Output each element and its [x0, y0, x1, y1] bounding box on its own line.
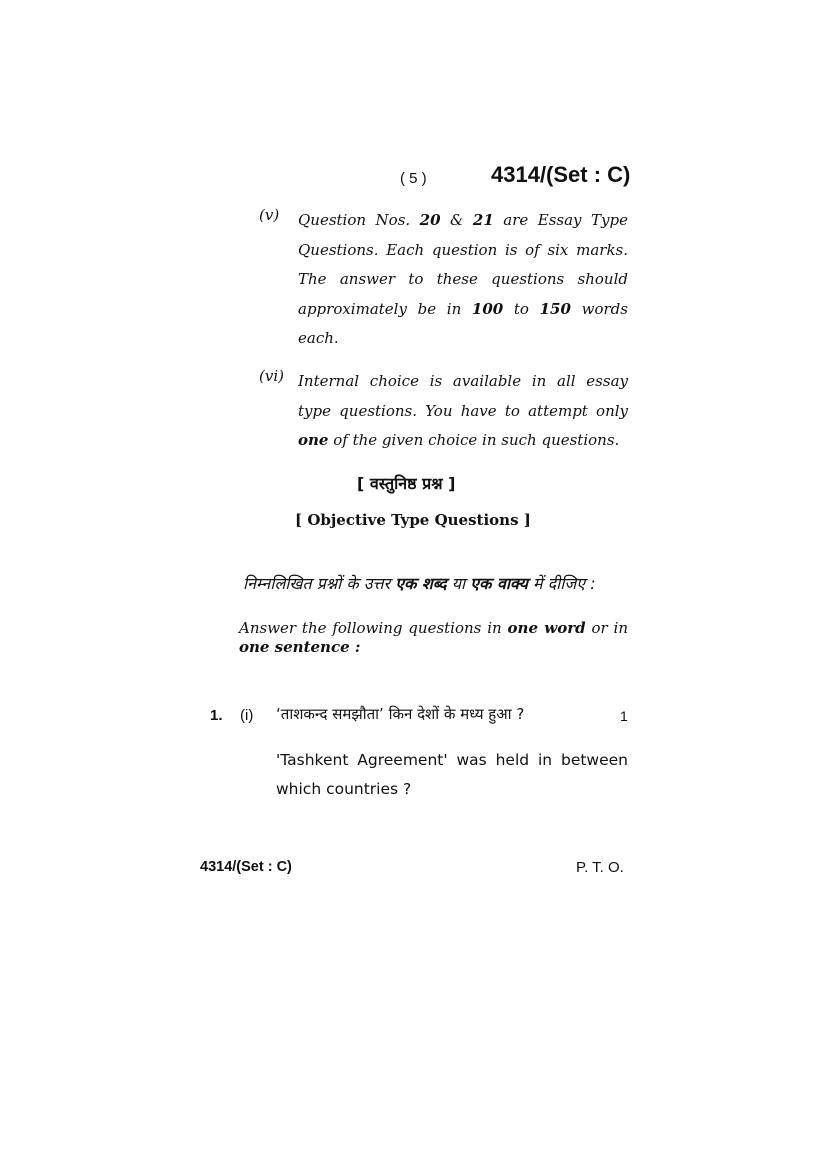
- emphasis: one word: [507, 619, 586, 637]
- question-number: 1.: [210, 707, 223, 724]
- text: या: [451, 574, 466, 593]
- directions-hindi: [243, 572, 596, 594]
- instruction-vi: [298, 367, 628, 456]
- question-number: 21: [472, 211, 494, 229]
- instruction-vi-line: Internal choice is available in all essay: [298, 372, 628, 390]
- instruction-vi-marker: (vi): [259, 367, 284, 385]
- question-marks: 1: [620, 708, 628, 724]
- section-title-hindi: [ वस्तुनिष्ठ प्रश्न ]: [357, 474, 456, 493]
- instruction-v-marker: (v): [259, 206, 280, 224]
- text: words: [581, 299, 628, 318]
- word-limit-min: 100: [471, 299, 504, 318]
- footer-pto: P. T. O.: [576, 859, 624, 876]
- emphasis: one sentence :: [239, 638, 361, 656]
- question-part: (i): [240, 707, 254, 724]
- question-number: 20: [419, 211, 441, 229]
- paper-code-header: 4314/(Set : C): [491, 162, 631, 187]
- text: of the given choice in such questions.: [333, 431, 620, 450]
- footer-paper-code: 4314/(Set : C): [200, 859, 292, 875]
- text: to: [513, 299, 529, 318]
- question-text-english-line: which countries ?: [276, 780, 412, 798]
- instruction-vi-line: type questions. You have to attempt only: [298, 401, 628, 420]
- word-limit-max: 150: [539, 299, 571, 318]
- instruction-v-line: [298, 295, 628, 325]
- text: are Essay Type: [503, 211, 628, 229]
- page-number: ( 5 ): [400, 170, 427, 187]
- section-title-english: [ Objective Type Questions ]: [295, 511, 531, 529]
- text: Question Nos.: [298, 211, 411, 229]
- question-text-hindi: ‘ताशकन्द समझौता’ किन देशों के मध्य हुआ ?: [276, 705, 525, 723]
- text: निम्नलिखित प्रश्नों के उत्तर: [243, 574, 391, 593]
- instruction-v-line: each.: [298, 329, 339, 348]
- instruction-v-line: The answer to these questions should: [298, 270, 628, 289]
- text: or in: [591, 619, 628, 637]
- directions-english-line: [239, 619, 628, 638]
- text: में दीजिए :: [532, 574, 596, 593]
- emphasis: एक शब्द: [395, 574, 447, 593]
- emphasis: one: [298, 431, 329, 450]
- instruction-v: [298, 206, 628, 354]
- directions-english-line: [239, 638, 628, 657]
- instruction-v-line: [298, 206, 628, 236]
- text: Answer the following questions in: [239, 619, 502, 637]
- question-text-english: [276, 746, 628, 804]
- instruction-vi-line: [298, 426, 628, 456]
- instruction-v-line: Questions. Each question is of six marks.: [298, 240, 628, 259]
- question-text-english-line: 'Tashkent Agreement' was held in between: [276, 751, 628, 769]
- directions-english: [239, 619, 628, 657]
- emphasis: एक वाक्य: [470, 574, 528, 593]
- text: approximately be in: [298, 299, 462, 318]
- text: &: [450, 211, 464, 229]
